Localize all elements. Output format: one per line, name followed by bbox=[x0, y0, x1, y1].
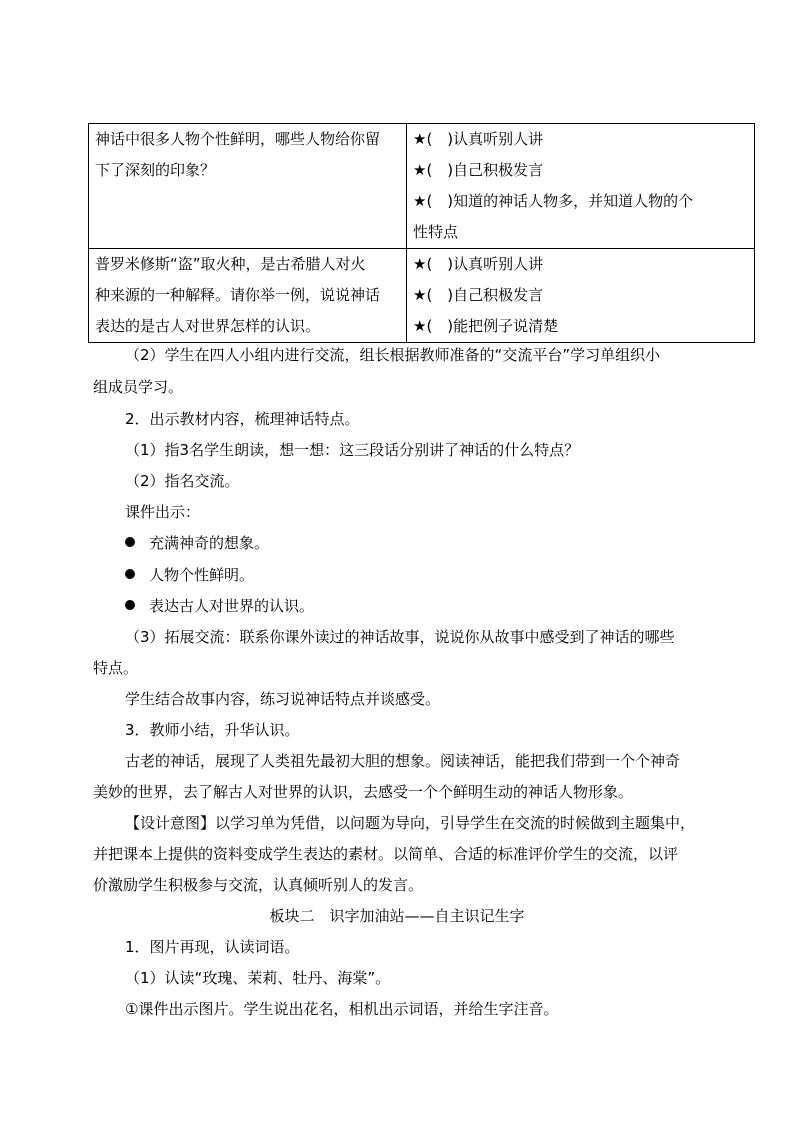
bullet-item bbox=[125, 590, 314, 622]
criteria-cell bbox=[407, 124, 755, 249]
evaluation-table bbox=[88, 123, 755, 343]
paragraph-line: 古老的神话，展现了人类祖先最初大胆的想象。阅读神话，能把我们带到一个个神奇 bbox=[125, 752, 681, 770]
criteria-line: ★( )自己积极发言 bbox=[413, 286, 544, 304]
question-line: 种来源的一种解释。请你举一例，说说神话 bbox=[95, 286, 381, 304]
paragraph-line: 学生结合故事内容，练习说神话特点并谈感受。 bbox=[125, 690, 441, 708]
paragraph-line: 美妙的世界，去了解古人对世界的认识，去感受一个个鲜明生动的神话人物形象。 bbox=[93, 783, 634, 801]
bullet-dot-icon bbox=[125, 537, 135, 547]
paragraph-line: 并把课本上提供的资料变成学生表达的素材。以简单、合适的标准评价学生的交流，以评 bbox=[93, 845, 679, 863]
question-line: 下了深刻的印象？ bbox=[95, 161, 216, 179]
criteria-line: ★( )知道的神话人物多，并知道人物的个 bbox=[413, 192, 694, 210]
question-line: 表达的是古人对世界怎样的认识。 bbox=[95, 317, 321, 335]
question-line: 神话中很多人物个性鲜明，哪些人物给你留 bbox=[95, 130, 381, 148]
paragraph-line: ①课件出示图片。学生说出花名，相机出示词语，并给生字注音。 bbox=[125, 1000, 559, 1018]
criteria-cell bbox=[407, 249, 755, 343]
bullet-text: 人物个性鲜明。 bbox=[149, 566, 255, 584]
paragraph-line: （1）认读“玫瑰、茉莉、牡丹、海棠”。 bbox=[125, 969, 391, 987]
criteria-line: ★( )能把例子说清楚 bbox=[413, 317, 559, 335]
question-line: 普罗米修斯“盗”取火种，是古希腊人对火 bbox=[95, 255, 366, 273]
bullet-text: 充满神奇的想象。 bbox=[149, 534, 270, 552]
criteria-line: 性特点 bbox=[413, 223, 459, 241]
paragraph-line: （1）指3名学生朗读，想一想：这三段话分别讲了神话的什么特点？ bbox=[125, 441, 580, 459]
table-row bbox=[89, 124, 755, 249]
paragraph-line: 特点。 bbox=[93, 659, 139, 677]
section-title: 板块二 识字加油站——自主识记生字 bbox=[269, 907, 525, 925]
bullet-dot-icon bbox=[125, 600, 135, 610]
paragraph-line: 【设计意图】以学习单为凭借，以问题为导向，引导学生在交流的时候做到主题集中， bbox=[125, 814, 696, 832]
criteria-line: ★( )自己积极发言 bbox=[413, 161, 544, 179]
bullet-item bbox=[125, 527, 269, 559]
question-cell bbox=[89, 124, 407, 249]
step-heading: 1．图片再现，认读词语。 bbox=[125, 938, 300, 956]
paragraph-line: 组成员学习。 bbox=[93, 378, 184, 396]
bullet-text: 表达古人对世界的认识。 bbox=[149, 597, 315, 615]
step-heading: 2．出示教材内容，梳理神话特点。 bbox=[125, 410, 360, 428]
criteria-line: ★( )认真听别人讲 bbox=[413, 255, 544, 273]
paragraph-line: 课件出示： bbox=[125, 503, 201, 521]
bullet-dot-icon bbox=[125, 569, 135, 579]
paragraph-line: 价激励学生积极参与交流，认真倾听别人的发言。 bbox=[93, 876, 424, 894]
bullet-item bbox=[125, 559, 254, 591]
criteria-line: ★( )认真听别人讲 bbox=[413, 130, 544, 148]
paragraph-line: （3）拓展交流：联系你课外读过的神话故事，说说你从故事中感受到了神话的哪些 bbox=[125, 628, 675, 646]
question-cell bbox=[89, 249, 407, 343]
paragraph-line: （2）学生在四人小组内进行交流，组长根据教师准备的“交流平台”学习单组织小 bbox=[125, 346, 661, 364]
table-row bbox=[89, 249, 755, 343]
step-heading: 3．教师小结，升华认识。 bbox=[125, 721, 300, 739]
paragraph-line: （2）指名交流。 bbox=[125, 472, 240, 490]
